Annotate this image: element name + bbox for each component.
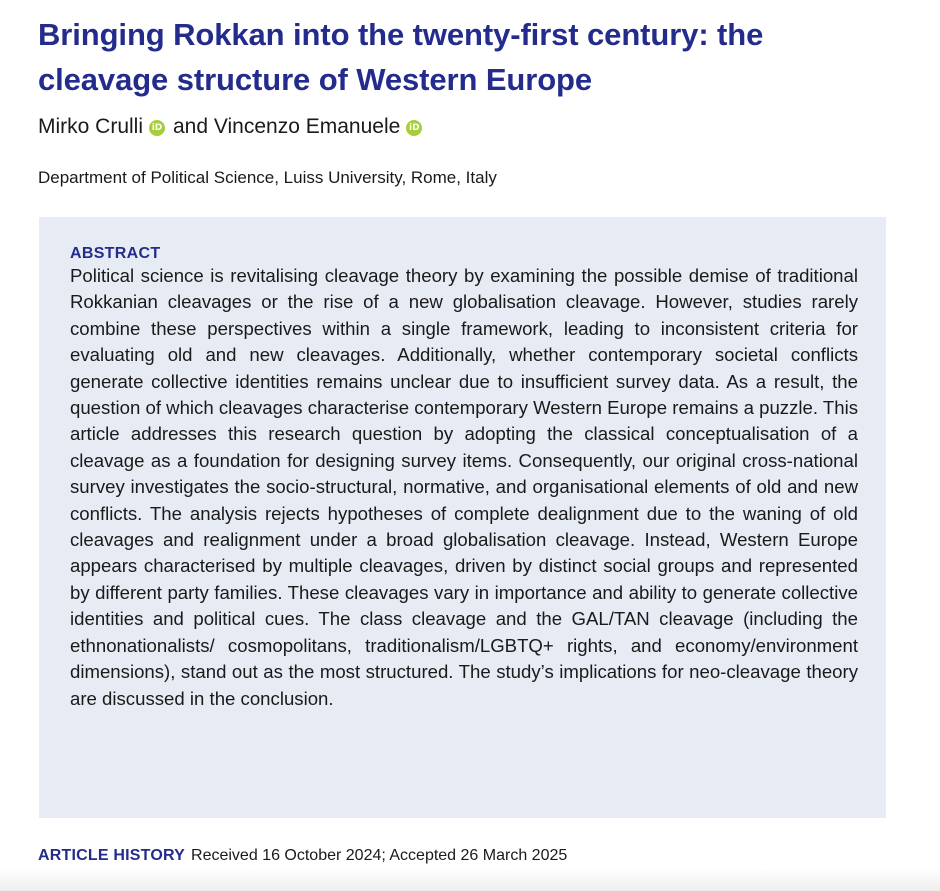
article-history-label: ARTICLE HISTORY bbox=[38, 847, 186, 864]
abstract-text: Political science is revitalising cleavage theory by examining the possible demise of traditional Rokkanian cleavages or the rise of a new globalisation cleavage. However, studies rarely combine these perspectives within a single framework, leading to inconsistent criteria for evaluating old and new cleavages. Additionally, whether contemporary societal conflicts generate collective identities remains unclear due to insufficient survey data. As a result, the question of which cleavages characterise contemporary Western Europe remains a puzzle. This article addresses this research question by adopting the classical conceptualisation of a cleavage as a foundation for designing survey items. Consequently, our original cross-national survey investigates the socio-structural, normative, and organisational elements of old and new conflicts. The analysis rejects hypotheses of complete dealignment due to the waning of old cleavages and realignment under a broad globalisation cleavage. Instead, Western Europe appears characterised by multiple cleavages, driven by distinct social groups and represented by different party families. These cleavages vary in importance and ability to generate collective identities and political cues. The class cleavage and the GAL/TAN cleavage (including the ethnonationalists/ cosmopolitans, traditionalism/LGBTQ+ rights, and economy/environment dimensions), stand out as the most structured. The study’s implications for neo-cleavage theory are discussed in the conclusion. bbox=[70, 265, 858, 709]
author-name[interactable]: Mirko Crulli bbox=[38, 115, 143, 138]
page-bottom-shadow bbox=[0, 868, 940, 891]
abstract-heading: ABSTRACT bbox=[70, 245, 161, 262]
author-list bbox=[38, 113, 430, 141]
author-name[interactable]: Vincenzo Emanuele bbox=[213, 115, 401, 138]
article-title: Bringing Rokkan into the twenty-first century: the cleavage structure of Western Europe bbox=[38, 17, 764, 97]
article-history bbox=[38, 845, 567, 867]
affiliation: Department of Political Science, Luiss University, Rome, Italy bbox=[38, 168, 497, 187]
article-history-dates: Received 16 October 2024; Accepted 26 March 2025 bbox=[191, 847, 568, 864]
abstract-box bbox=[39, 217, 886, 818]
orcid-icon[interactable]: iD bbox=[149, 120, 165, 136]
author-connector: and bbox=[173, 115, 209, 138]
orcid-icon[interactable]: iD bbox=[406, 120, 422, 136]
